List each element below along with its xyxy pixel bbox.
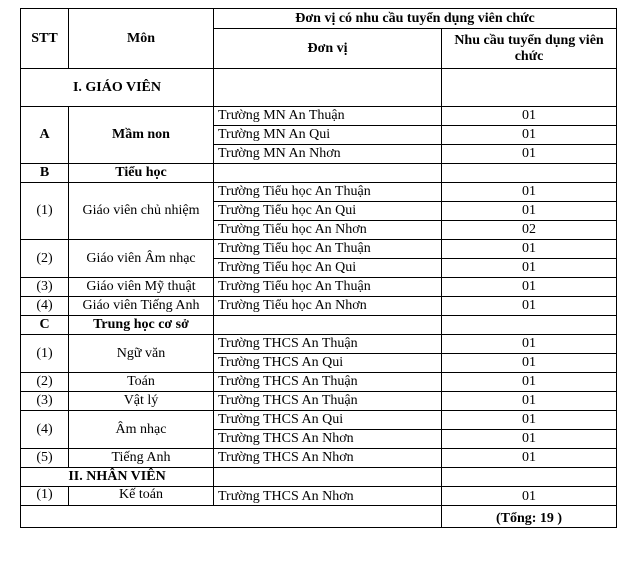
don-vi-cell: Trường Tiểu học An Thuận <box>214 278 442 297</box>
so-cell: 01 <box>442 183 617 202</box>
don-vi-cell: Trường MN An Nhơn <box>214 145 442 164</box>
don-vi-cell: Trường MN An Qui <box>214 126 442 145</box>
don-vi-cell: Trường Tiểu học An Nhơn <box>214 221 442 240</box>
recruitment-table <box>20 8 617 528</box>
don-vi-cell: Trường THCS An Nhơn <box>214 449 442 468</box>
so-cell: 01 <box>442 107 617 126</box>
mon-cell: Giáo viên Âm nhạc <box>69 240 214 278</box>
header-row-1 <box>21 9 617 29</box>
don-vi-cell: Trường Tiểu học An Qui <box>214 202 442 221</box>
total-label: (Tổng: 19 ) <box>495 510 563 526</box>
stt-cell: (1) <box>21 335 69 373</box>
total-cell <box>442 506 617 528</box>
so-cell: 01 <box>442 278 617 297</box>
so-cell: 01 <box>442 202 617 221</box>
section-title-gv: I. GIÁO VIÊN <box>21 69 214 107</box>
header-group: Đơn vị có nhu cầu tuyển dụng viên chức <box>214 9 617 29</box>
don-vi-cell: Trường Tiểu học An Qui <box>214 259 442 278</box>
table-row <box>21 183 617 202</box>
mon-cell: Toán <box>69 373 214 392</box>
so-cell: 01 <box>442 392 617 411</box>
stt-cell: (4) <box>21 297 69 316</box>
so-cell: 01 <box>442 411 617 430</box>
table-row <box>21 411 617 430</box>
stt-cell: (1) <box>21 183 69 240</box>
empty-cell <box>21 506 442 528</box>
stt-cell: (4) <box>21 411 69 449</box>
stt-cell: C <box>21 316 69 335</box>
table-row <box>21 392 617 411</box>
don-vi-cell: Trường THCS An Qui <box>214 411 442 430</box>
stt-cell: (5) <box>21 449 69 468</box>
table-row <box>21 449 617 468</box>
empty-cell <box>442 164 617 183</box>
section-title-nv: II. NHÂN VIÊN <box>21 468 214 487</box>
mon-cell: Giáo viên chủ nhiệm <box>69 183 214 240</box>
total-row <box>21 506 617 528</box>
so-cell: 01 <box>442 373 617 392</box>
so-cell: 01 <box>442 354 617 373</box>
stt-cell: (2) <box>21 240 69 278</box>
stt-cell: (1) <box>21 487 69 506</box>
mon-cell: Mầm non <box>69 107 214 164</box>
stt-cell: (2) <box>21 373 69 392</box>
stt-cell: B <box>21 164 69 183</box>
mon-cell: Giáo viên Mỹ thuật <box>69 278 214 297</box>
mon-cell: Vật lý <box>69 392 214 411</box>
so-cell: 01 <box>442 335 617 354</box>
so-cell: 01 <box>442 126 617 145</box>
mon-cell: Âm nhạc <box>69 411 214 449</box>
table-row <box>21 487 617 506</box>
empty-cell <box>442 69 617 107</box>
stt-cell: A <box>21 107 69 164</box>
stt-cell: (3) <box>21 278 69 297</box>
don-vi-cell: Trường Tiểu học An Nhơn <box>214 297 442 316</box>
table-row <box>21 278 617 297</box>
mon-cell: Tiếng Anh <box>69 449 214 468</box>
so-cell: 01 <box>442 487 617 506</box>
header-nhu-cau: Nhu cầu tuyển dụng viên chức <box>442 29 617 69</box>
don-vi-cell: Trường THCS An Thuận <box>214 373 442 392</box>
don-vi-cell: Trường THCS An Thuận <box>214 392 442 411</box>
section-row <box>21 69 617 107</box>
subsection-row <box>21 316 617 335</box>
don-vi-cell: Trường THCS An Thuận <box>214 335 442 354</box>
header-mon: Môn <box>69 9 214 69</box>
header-don-vi: Đơn vị <box>214 29 442 69</box>
so-cell: 01 <box>442 259 617 278</box>
stt-cell: (3) <box>21 392 69 411</box>
mon-cell: Giáo viên Tiếng Anh <box>69 297 214 316</box>
header-stt: STT <box>21 9 69 69</box>
don-vi-cell: Trường THCS An Nhơn <box>214 430 442 449</box>
table-row <box>21 373 617 392</box>
mon-cell: Ngữ văn <box>69 335 214 373</box>
section-row <box>21 468 617 487</box>
empty-cell <box>214 164 442 183</box>
don-vi-cell: Trường Tiểu học An Thuận <box>214 240 442 259</box>
mon-cell: Trung học cơ sở <box>69 316 214 335</box>
don-vi-cell: Trường THCS An Qui <box>214 354 442 373</box>
empty-cell <box>214 468 442 487</box>
table-row <box>21 335 617 354</box>
so-cell: 02 <box>442 221 617 240</box>
don-vi-cell: Trường THCS An Nhơn <box>214 487 442 506</box>
subsection-row <box>21 164 617 183</box>
mon-cell: Tiểu học <box>69 164 214 183</box>
so-cell: 01 <box>442 297 617 316</box>
empty-cell <box>442 316 617 335</box>
empty-cell <box>442 468 617 487</box>
empty-cell <box>214 69 442 107</box>
mon-cell: Kế toán <box>69 487 214 506</box>
table-row <box>21 297 617 316</box>
so-cell: 01 <box>442 430 617 449</box>
empty-cell <box>214 316 442 335</box>
table-row <box>21 240 617 259</box>
don-vi-cell: Trường Tiểu học An Thuận <box>214 183 442 202</box>
so-cell: 01 <box>442 145 617 164</box>
table-row <box>21 107 617 126</box>
don-vi-cell: Trường MN An Thuận <box>214 107 442 126</box>
cut-off-text-line <box>0 0 620 6</box>
so-cell: 01 <box>442 240 617 259</box>
so-cell: 01 <box>442 449 617 468</box>
